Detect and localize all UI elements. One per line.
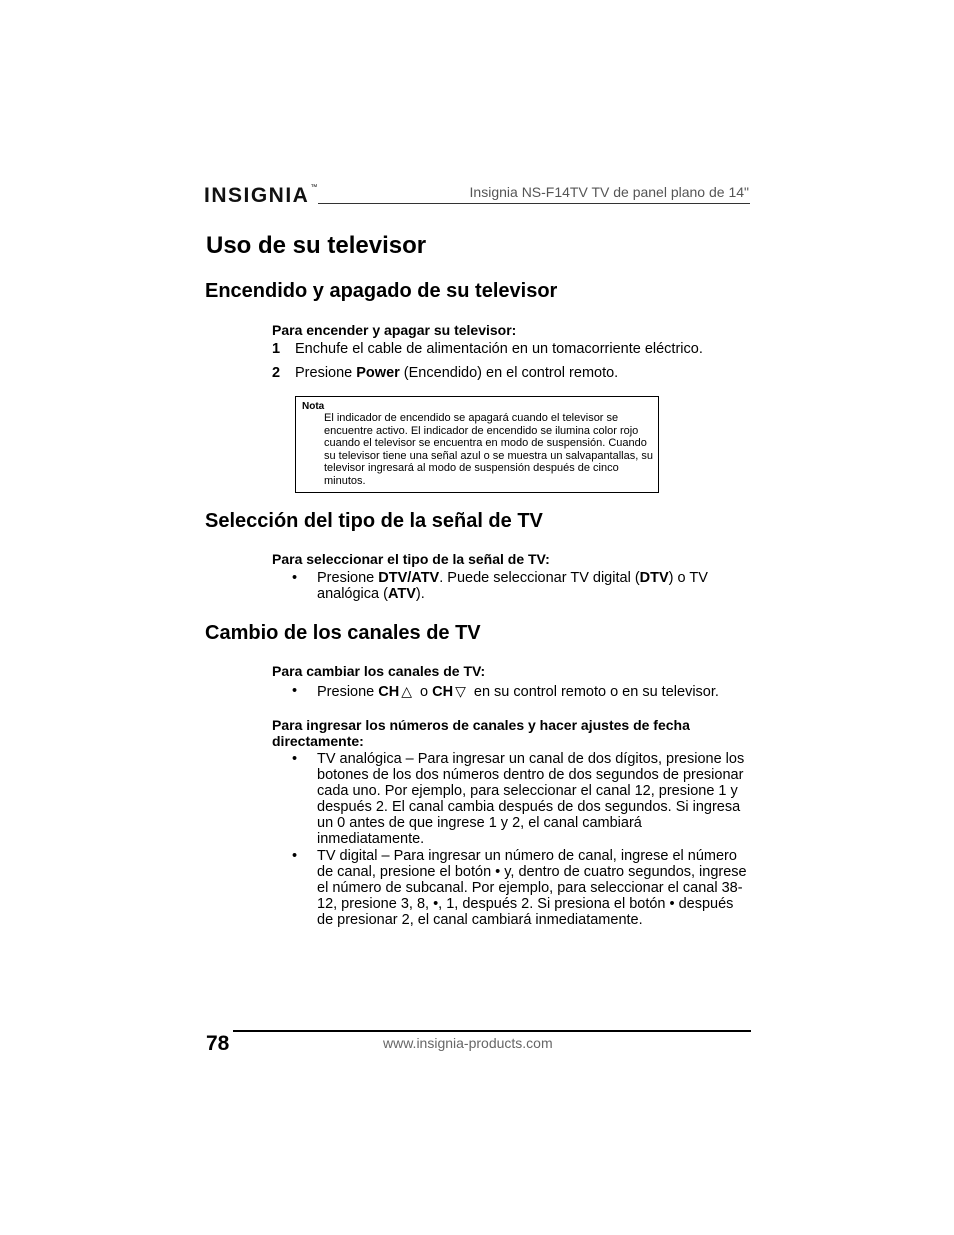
text-run: en su control remoto o en su televisor.	[469, 684, 719, 700]
list-item-channel-buttons	[292, 683, 752, 700]
step-number: 1	[272, 341, 281, 357]
step-text: Enchufe el cable de alimentación en un tomacorriente eléctrico.	[295, 341, 703, 357]
dtv-label: DTV	[639, 570, 669, 586]
note-label: Nota	[302, 401, 325, 412]
insignia-logo: INSIGNIA™	[204, 184, 319, 207]
section-heading-power: Encendido y apagado de su televisor	[205, 280, 558, 302]
note-text: El indicador de encendido se apagará cuando el televisor se encuentre activo. El indicador de encendido se ilumina color rojo cuando el televisor se encuentra en modo de suspensión. Cuando su televisor tiene una señal azul o se muestra un salvapantallas, su televisor ingresará al modo de suspensión después de cinco minutos.	[324, 412, 653, 487]
section-heading-channels: Cambio de los canales de TV	[205, 622, 481, 644]
triangle-up-icon: △	[401, 683, 412, 699]
power-label: Power	[356, 365, 400, 381]
ch-label: CH	[432, 684, 454, 700]
header-title: Insignia NS-F14TV TV de panel plano de 14"	[469, 184, 749, 200]
text-run: o	[416, 684, 433, 700]
bullet-text	[317, 570, 752, 602]
header-divider	[318, 203, 750, 204]
subheading-power: Para encender y apagar su televisor:	[272, 322, 517, 338]
text-run: ).	[415, 586, 425, 602]
triangle-down-icon: ▽	[455, 683, 466, 699]
page-number: 78	[206, 1032, 230, 1055]
text-run: Presione	[317, 684, 379, 700]
text-run: ) o TV analógica (	[317, 570, 708, 602]
trademark-symbol: ™	[310, 184, 319, 191]
bullet-dot: •	[292, 570, 298, 586]
step-1	[272, 341, 752, 357]
section-heading-signal: Selección del tipo de la señal de TV	[205, 510, 543, 532]
text-run: Presione	[317, 570, 379, 586]
bullet-dot: •	[292, 848, 298, 864]
step-2	[272, 365, 752, 381]
step-text-post: (Encendido) en el control remoto.	[399, 365, 619, 381]
step-text-pre: Presione	[295, 365, 357, 381]
bullet-text: TV digital – Para ingresar un número de canal, ingrese el número de canal, presione el botón • y, dentro de cuatro segundos, ingrese el número de subcanal. Por ejemplo, para seleccionar el canal 38-12, presione 3, 8, •, 1, después 2. Si presiona el botón • después de presionar 2, el canal cambiará inmediatamente.	[317, 848, 747, 928]
bullet-text	[317, 683, 752, 700]
list-item-digital	[292, 848, 752, 928]
list-item-analog	[292, 751, 752, 847]
bullet-dot: •	[292, 683, 298, 699]
dtv-atv-label: DTV/ATV	[378, 570, 440, 586]
step-number: 2	[272, 365, 281, 381]
subheading-channels: Para cambiar los canales de TV:	[272, 663, 486, 679]
page-title: Uso de su televisor	[206, 232, 427, 259]
subheading-direct-entry: Para ingresar los números de canales y hacer ajustes de fecha directamente:	[272, 717, 690, 749]
atv-label: ATV	[387, 586, 416, 602]
footer-divider	[233, 1030, 751, 1032]
subheading-signal: Para seleccionar el tipo de la señal de TV:	[272, 551, 550, 567]
bullet-text: TV analógica – Para ingresar un canal de dos dígitos, presione los botones de los dos números dentro de dos segundos de presionar cada uno. Por ejemplo, para seleccionar el canal 12, presione 1 y después 2. El canal cambia después de dos segundos. Si ingresa un 0 antes de que ingrese 1 y 2, el canal cambiará inmediatamente.	[317, 751, 745, 847]
bullet-dot: •	[292, 751, 298, 767]
list-item-signal	[292, 570, 752, 602]
text-run: . Puede seleccionar TV digital (	[439, 570, 640, 586]
note-box	[295, 396, 659, 493]
footer-url: www.insignia-products.com	[383, 1035, 553, 1051]
ch-label: CH	[378, 684, 400, 700]
